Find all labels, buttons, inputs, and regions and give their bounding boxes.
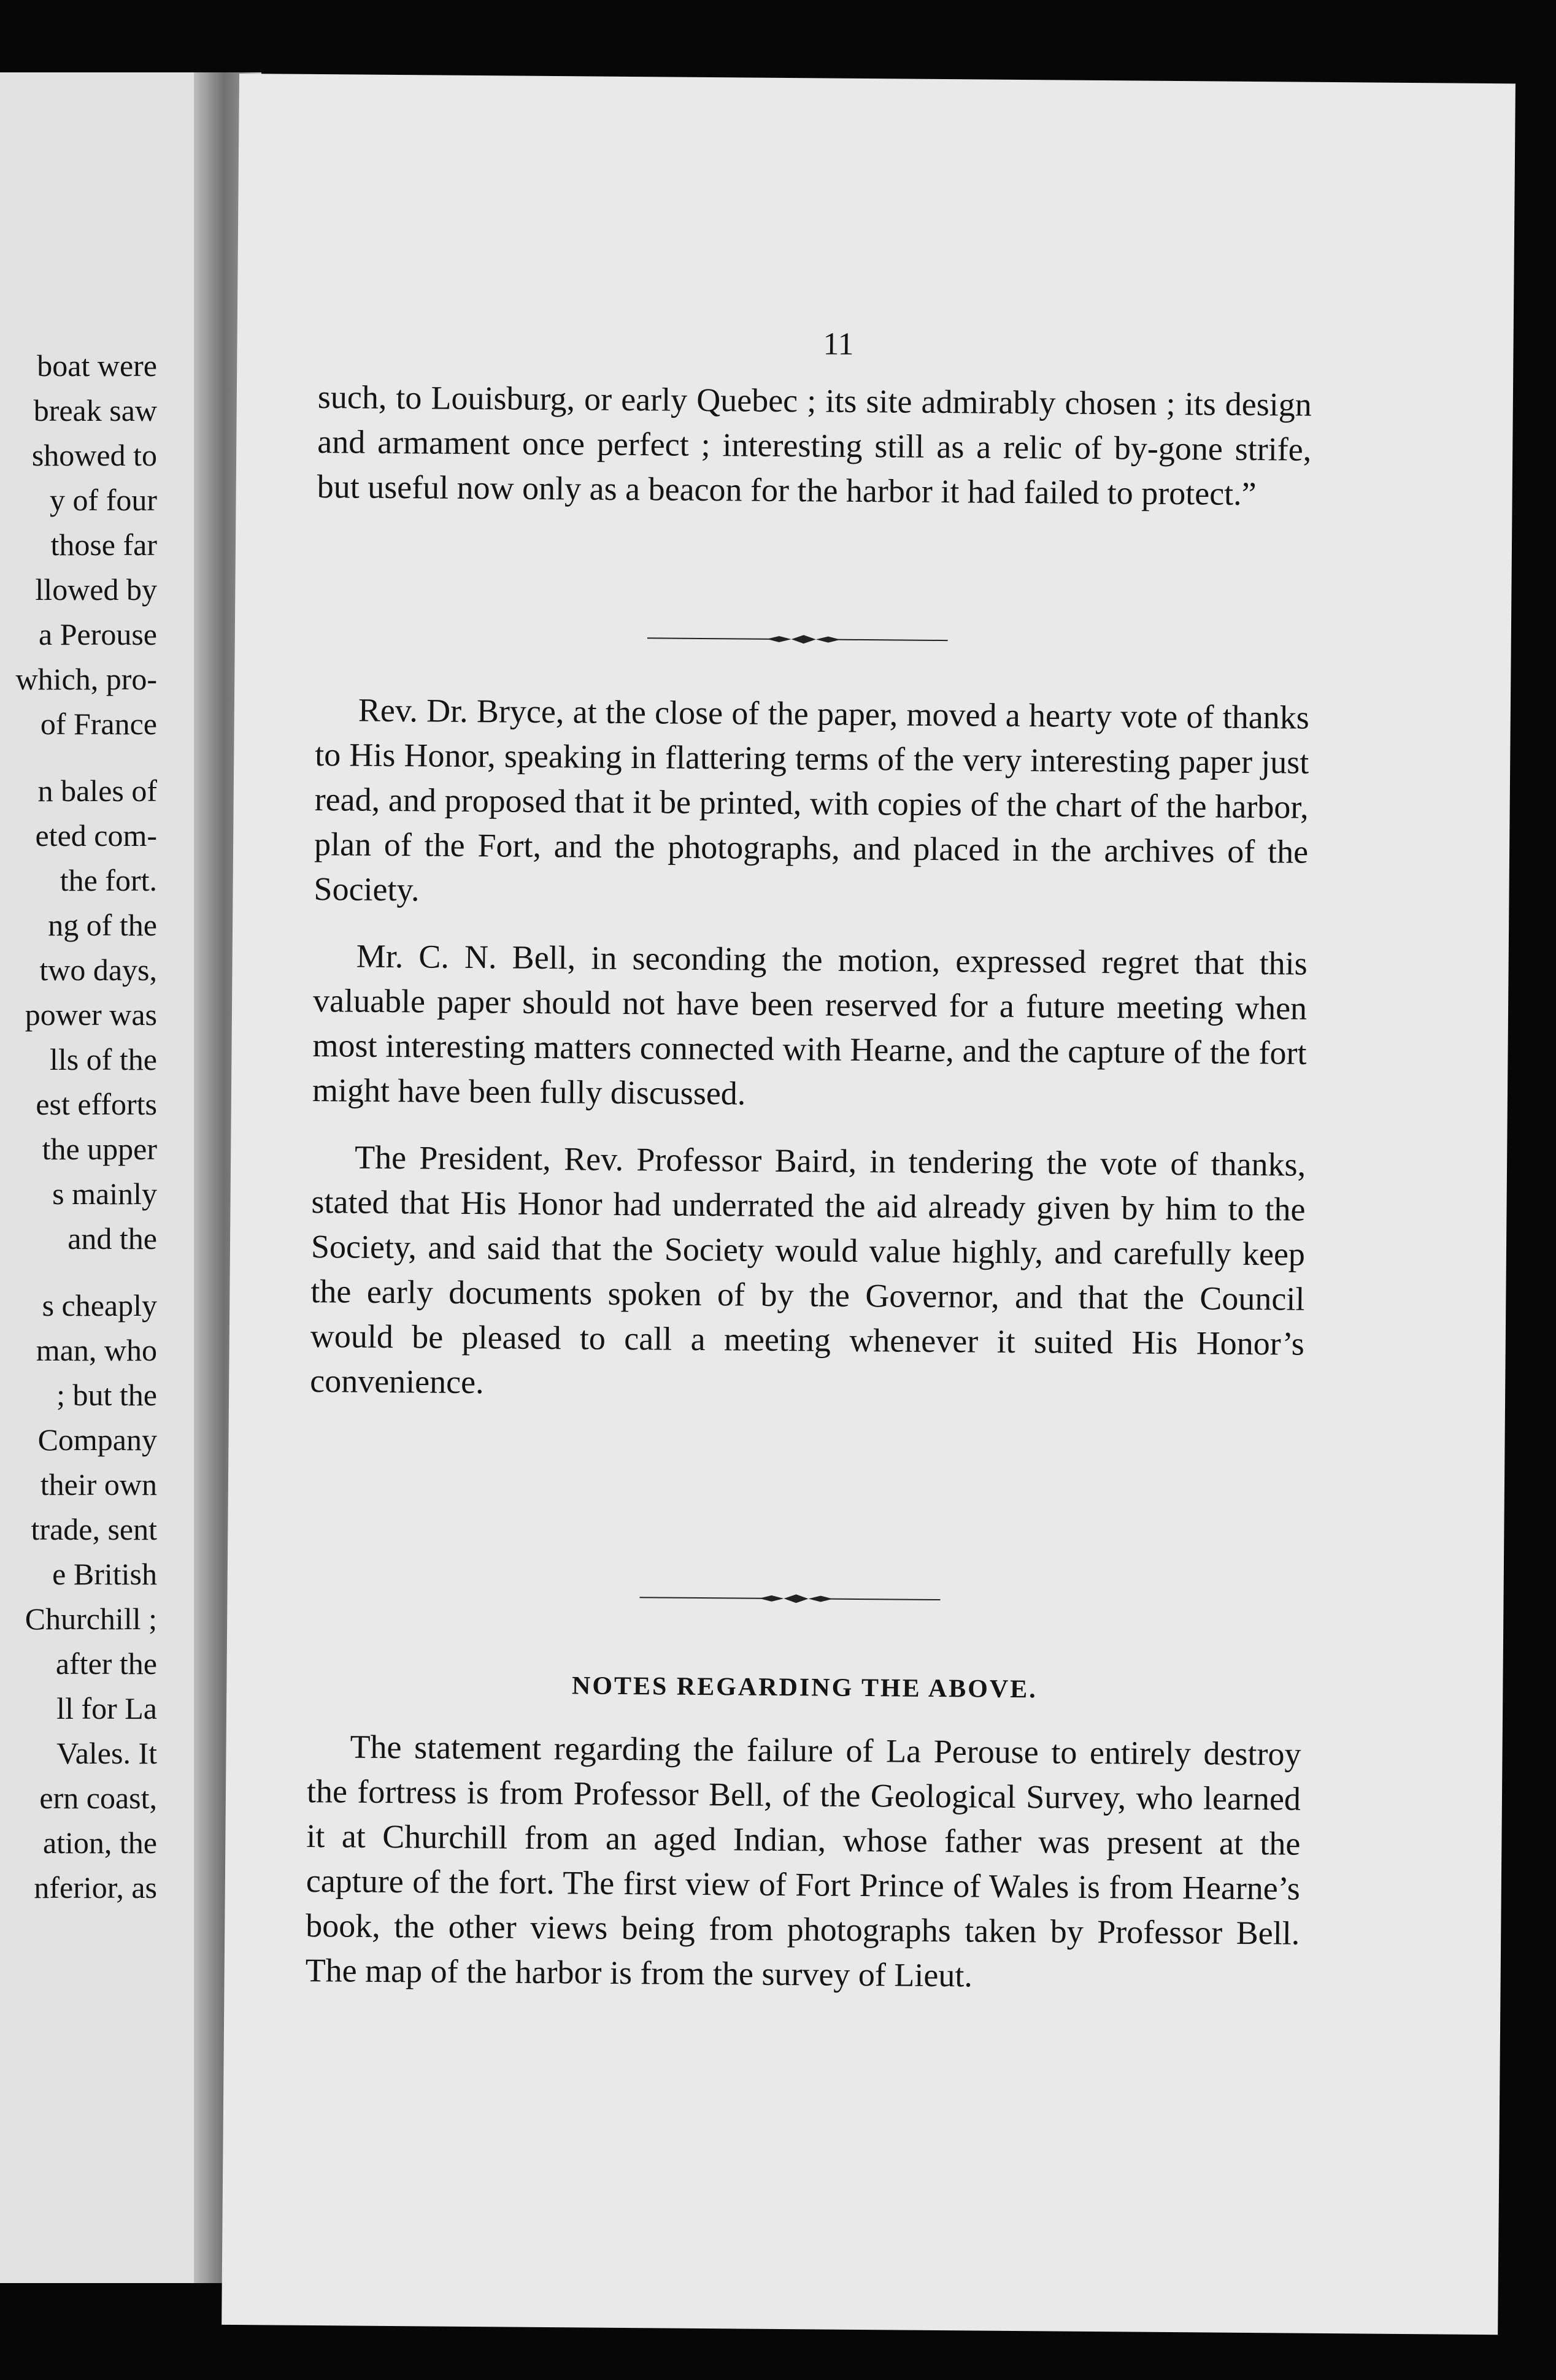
paragraph-notes: The statement regarding the failure of La Perouse to entirely destroy the fortress is from Professor Bell, of the Geological Survey, who learned it at Churchill from an aged Indian, whose father was present at the capture of the fort. The first view of Fort Prince of Wales is from Hearne’s book, the other views being from photographs taken by Professor Bell. The map of the harbor is from the survey of Lieut. [305, 1728, 1301, 1994]
left-page-line: eted com- [35, 818, 157, 853]
left-page-gap [0, 1261, 157, 1283]
ornamental-rule-top [647, 629, 948, 650]
left-page-line: man, who [36, 1333, 157, 1367]
paragraph-quote-end: such, to Louisburg, or early Quebec ; its site admirably chosen ; its design and armament once perfect ; interesting still as a relic of by-gone strife, but useful now only as a beacon for the harbor it had failed to protect.” [317, 378, 1312, 513]
left-page-line: y of four [50, 483, 157, 517]
left-page-line: which, pro- [15, 662, 157, 696]
left-page-line: Churchill ; [25, 1602, 157, 1636]
left-page-line: of France [40, 707, 157, 741]
left-page-line: break saw [33, 393, 157, 428]
left-page-line: lls of the [50, 1042, 157, 1077]
left-page-line: and the [67, 1221, 157, 1256]
left-page-line: their own [40, 1467, 157, 1502]
paragraph-bryce: Rev. Dr. Bryce, at the close of the paper, moved a hearty vote of thanks to His Honor, speaking in flattering terms of the very interesting paper just read, and proposed that it be printed, with copies of the chart of the harbor, plan of the Fort, and the photographs, and placed in the archives of the Society. [314, 691, 1310, 908]
left-page-line: ng of the [48, 908, 157, 942]
left-page-line: Company [37, 1422, 157, 1457]
paragraph-bell: Mr. C. N. Bell, in seconding the motion, expressed regret that this valuable paper should not have been reserved for a future meeting when most interesting matters connected with Hearne, and the capture of the fort might have been fully discussed. [312, 937, 1308, 1112]
left-page-line: est efforts [36, 1087, 157, 1121]
left-page-line: trade, sent [31, 1512, 157, 1546]
left-page-line: Vales. It [56, 1736, 157, 1770]
page-number: 11 [823, 326, 854, 362]
left-page-text [0, 344, 157, 1910]
quote-continuation [317, 375, 1312, 517]
left-page-line: e British [52, 1557, 157, 1591]
notes-heading: NOTES REGARDING THE ABOVE. [571, 1672, 1038, 1704]
minutes-section [310, 688, 1309, 1411]
left-page-line: two days, [39, 953, 157, 987]
left-page-line: showed to [31, 438, 157, 472]
left-page-line: power was [25, 997, 157, 1032]
left-page-line: s mainly [52, 1177, 157, 1211]
paragraph-baird: The President, Rev. Professor Baird, in tendering the vote of thanks, stated that His Honor had underrated the aid already given by him to the Society, and said that the Society would value highly, and carefully keep the early documents spoken of by the Governor, and that the Council would be pleased to call a meeting whenever it suited His Honor’s convenience. [310, 1138, 1306, 1401]
left-page-line: ation, the [42, 1825, 157, 1860]
ornamental-rule-bottom [639, 1588, 940, 1609]
left-page-gap [0, 747, 157, 769]
left-page-line: the fort. [60, 863, 157, 897]
left-page-line: llowed by [35, 572, 157, 607]
left-page-line: ll for La [56, 1691, 157, 1726]
right-page [221, 74, 1516, 2335]
left-page-line: the upper [42, 1132, 157, 1166]
left-page-line: s cheaply [42, 1288, 157, 1322]
notes-section [305, 1724, 1301, 2001]
left-page-line: n bales of [37, 774, 157, 808]
left-page-line: those far [50, 528, 157, 562]
left-page-line: a Perouse [39, 617, 157, 651]
left-page-line: after the [55, 1646, 157, 1681]
left-page-line: boat were [37, 348, 157, 383]
left-page-line: ; but the [56, 1378, 157, 1412]
left-page-line: nferior, as [34, 1870, 157, 1905]
left-page-line: ern coast, [39, 1781, 157, 1815]
